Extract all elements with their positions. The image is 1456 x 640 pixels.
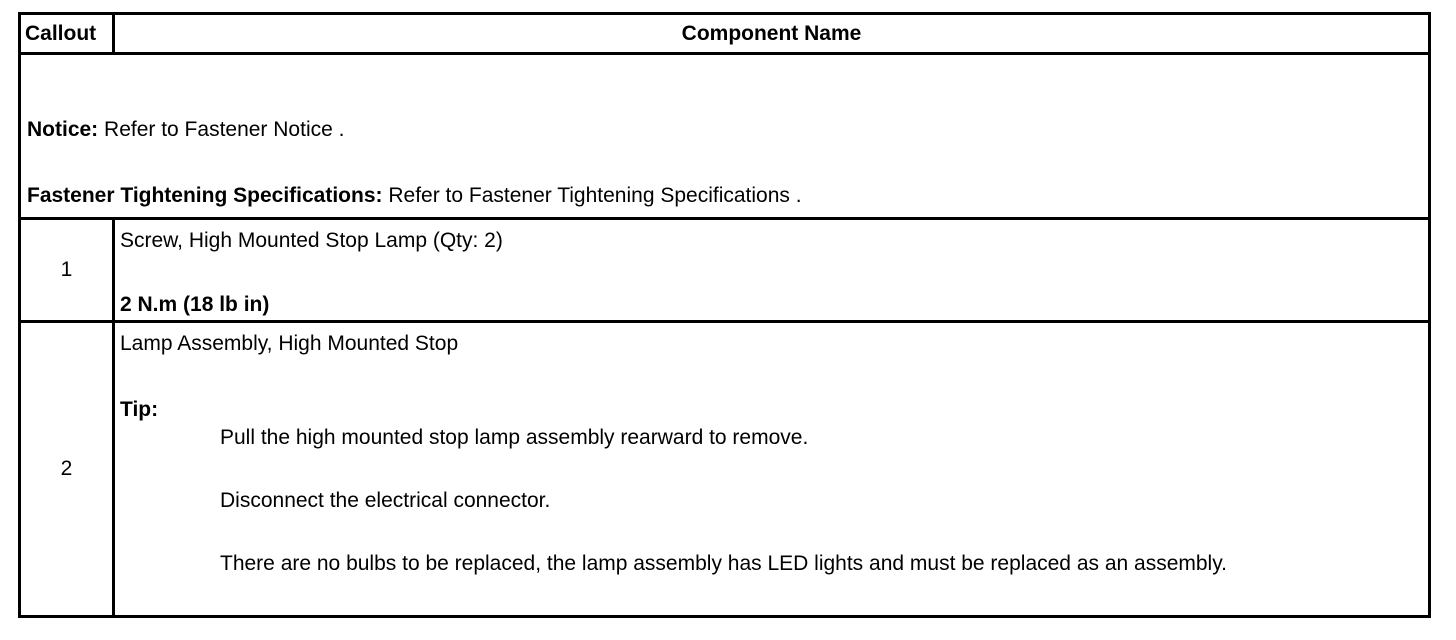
table-row bbox=[20, 219, 1430, 322]
torque-spec: 2 N.m (18 lb in) bbox=[120, 293, 270, 316]
component-table bbox=[18, 12, 1431, 618]
component-name-header: Component Name bbox=[114, 14, 1430, 54]
tip-label: Tip: bbox=[120, 398, 159, 421]
header-row bbox=[20, 14, 1430, 54]
notice-cell bbox=[20, 54, 1430, 219]
tip-step: There are no bulbs to be replaced, the lamp assembly has LED lights and must be replaced as an assembly. bbox=[220, 552, 1227, 575]
tip-step: Pull the high mounted stop lamp assembly rearward to remove. bbox=[220, 426, 809, 449]
callout-header: Callout bbox=[20, 14, 114, 54]
spec-text: Refer to Fastener Tightening Specifications . bbox=[382, 184, 802, 207]
tip-step: Disconnect the electrical connector. bbox=[220, 489, 551, 512]
spec-line bbox=[27, 184, 802, 208]
component-name: Screw, High Mounted Stop Lamp (Qty: 2) bbox=[120, 229, 503, 252]
notice-label: Notice: bbox=[27, 118, 99, 141]
callout-number: 1 bbox=[20, 219, 114, 322]
callout-number: 2 bbox=[20, 322, 114, 617]
notice-row bbox=[20, 54, 1430, 219]
notice-text: Refer to Fastener Notice . bbox=[98, 118, 345, 141]
table-row bbox=[20, 322, 1430, 617]
notice-line bbox=[27, 118, 344, 142]
component-cell bbox=[114, 322, 1430, 617]
component-cell bbox=[114, 219, 1430, 322]
spec-label: Fastener Tightening Specifications: bbox=[27, 184, 383, 207]
component-name: Lamp Assembly, High Mounted Stop bbox=[120, 332, 459, 355]
